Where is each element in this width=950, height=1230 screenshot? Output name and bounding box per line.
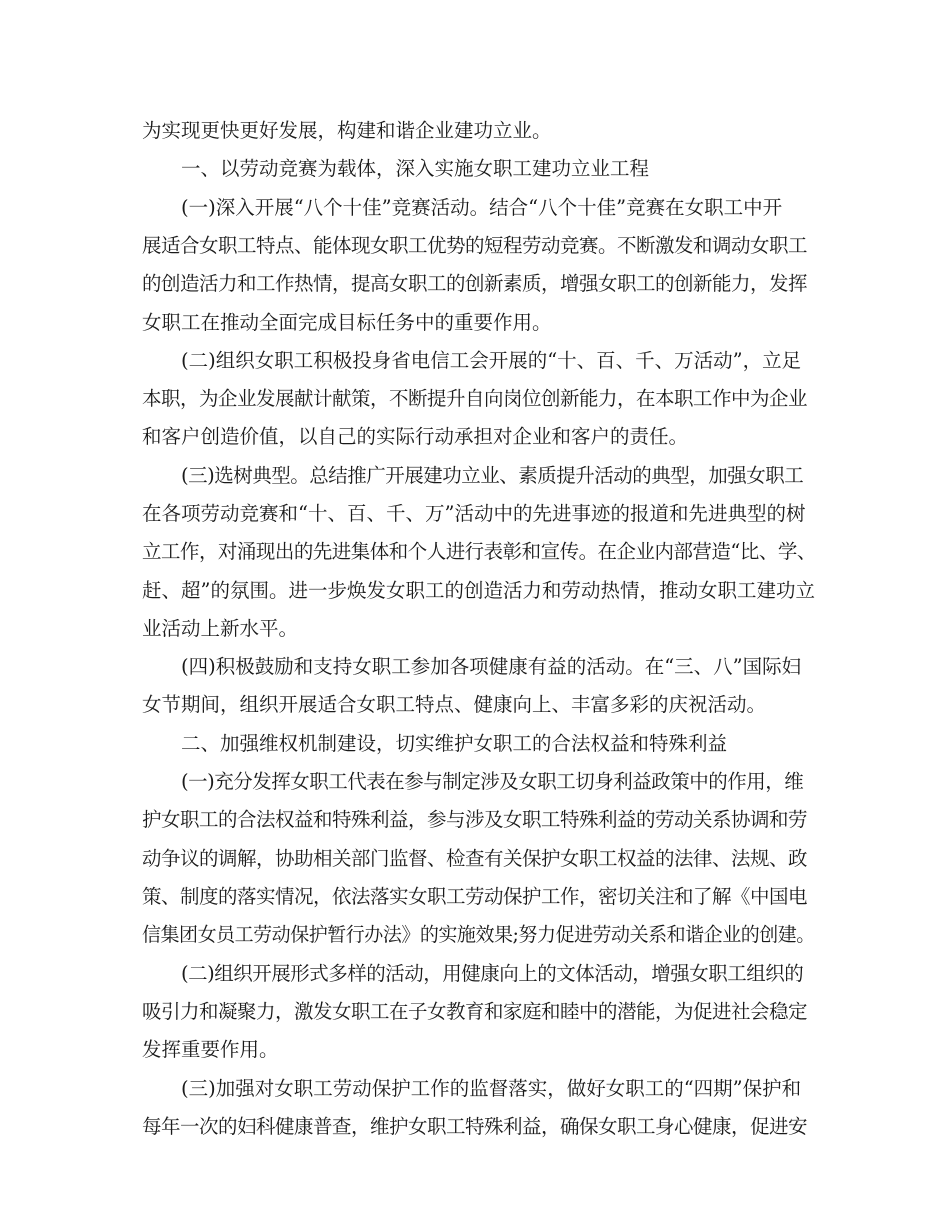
text-line: (一)深入开展“八个十佳”竞赛活动。结合“八个十佳”竞赛在女职工中开	[181, 196, 783, 219]
text-line: (二)组织女职工积极投身省电信工会开展的“十、百、千、万活动”，立足	[181, 349, 802, 372]
text-line: (四)积极鼓励和支持女职工参加各项健康有益的活动。在“三、八”国际妇	[181, 655, 802, 678]
text-line: 每年一次的妇科健康普查，维护女职工特殊利益，确保女职工身心健康，促进安	[142, 1115, 808, 1138]
section-heading: 二、加强维权机制建设，切实维护女职工的合法权益和特殊利益	[181, 732, 728, 755]
text-line: 为实现更快更好发展，构建和谐企业建功立业。	[142, 119, 552, 142]
text-line: 发挥重要作用。	[142, 1038, 279, 1061]
text-line: 吸引力和凝聚力，激发女职工在子女教育和家庭和睦中的潜能，为促进社会稳定	[142, 1000, 808, 1023]
text-line: 策、制度的落实情况，依法落实女职工劳动保护工作，密切关注和了解《中国电	[142, 885, 808, 908]
text-line: 本职，为企业发展献计献策，不断提升自向岗位创新能力，在本职工作中为企业	[142, 387, 808, 410]
text-line: (三)加强对女职工劳动保护工作的监督落实，做好女职工的“四期”保护和	[181, 1077, 802, 1100]
text-line: (二)组织开展形式多样的活动，用健康向上的文体活动，增强女职工组织的	[181, 962, 804, 985]
text-line: 展适合女职工特点、能体现女职工优势的短程劳动竞赛。不断激发和调动女职工	[142, 234, 808, 257]
text-line: 动争议的调解，协助相关部门监督、检查有关保护女职工权益的法律、法规、政	[142, 847, 808, 870]
section-heading: 一、以劳动竞赛为载体，深入实施女职工建功立业工程	[181, 157, 650, 180]
text-line: 和客户创造价值，以自己的实际行动承担对企业和客户的责任。	[142, 425, 689, 448]
text-line: 立工作，对涌现出的先进集体和个人进行表彰和宣传。在企业内部营造“比、学、	[142, 540, 816, 563]
text-line: 在各项劳动竞赛和“十、百、千、万”活动中的先进事迹的报道和先进典型的树	[142, 502, 806, 525]
text-line: 的创造活力和工作热情，提高女职工的创新素质，增强女职工的创新能力，发挥	[142, 272, 808, 295]
text-line: 赶、超”的氛围。进一步焕发女职工的创造活力和劳动热情，推动女职工建功立	[142, 579, 815, 602]
text-line: (一)充分发挥女职工代表在参与制定涉及女职工切身利益政策中的作用，维	[181, 770, 804, 793]
text-line: 业活动上新水平。	[142, 617, 299, 640]
text-line: 女节期间，组织开展适合女职工特点、健康向上、丰富多彩的庆祝活动。	[142, 693, 767, 716]
text-line: 信集团女员工劳动保护暂行办法》的实施效果;努力促进劳动关系和谐企业的创建。	[142, 923, 815, 946]
text-line: 护女职工的合法权益和特殊利益，参与涉及女职工特殊利益的劳动关系协调和劳	[142, 808, 808, 831]
text-line: (三)选树典型。总结推广开展建功立业、素质提升活动的典型，加强女职工	[181, 464, 804, 487]
text-line: 女职工在推动全面完成目标任务中的重要作用。	[142, 311, 552, 334]
